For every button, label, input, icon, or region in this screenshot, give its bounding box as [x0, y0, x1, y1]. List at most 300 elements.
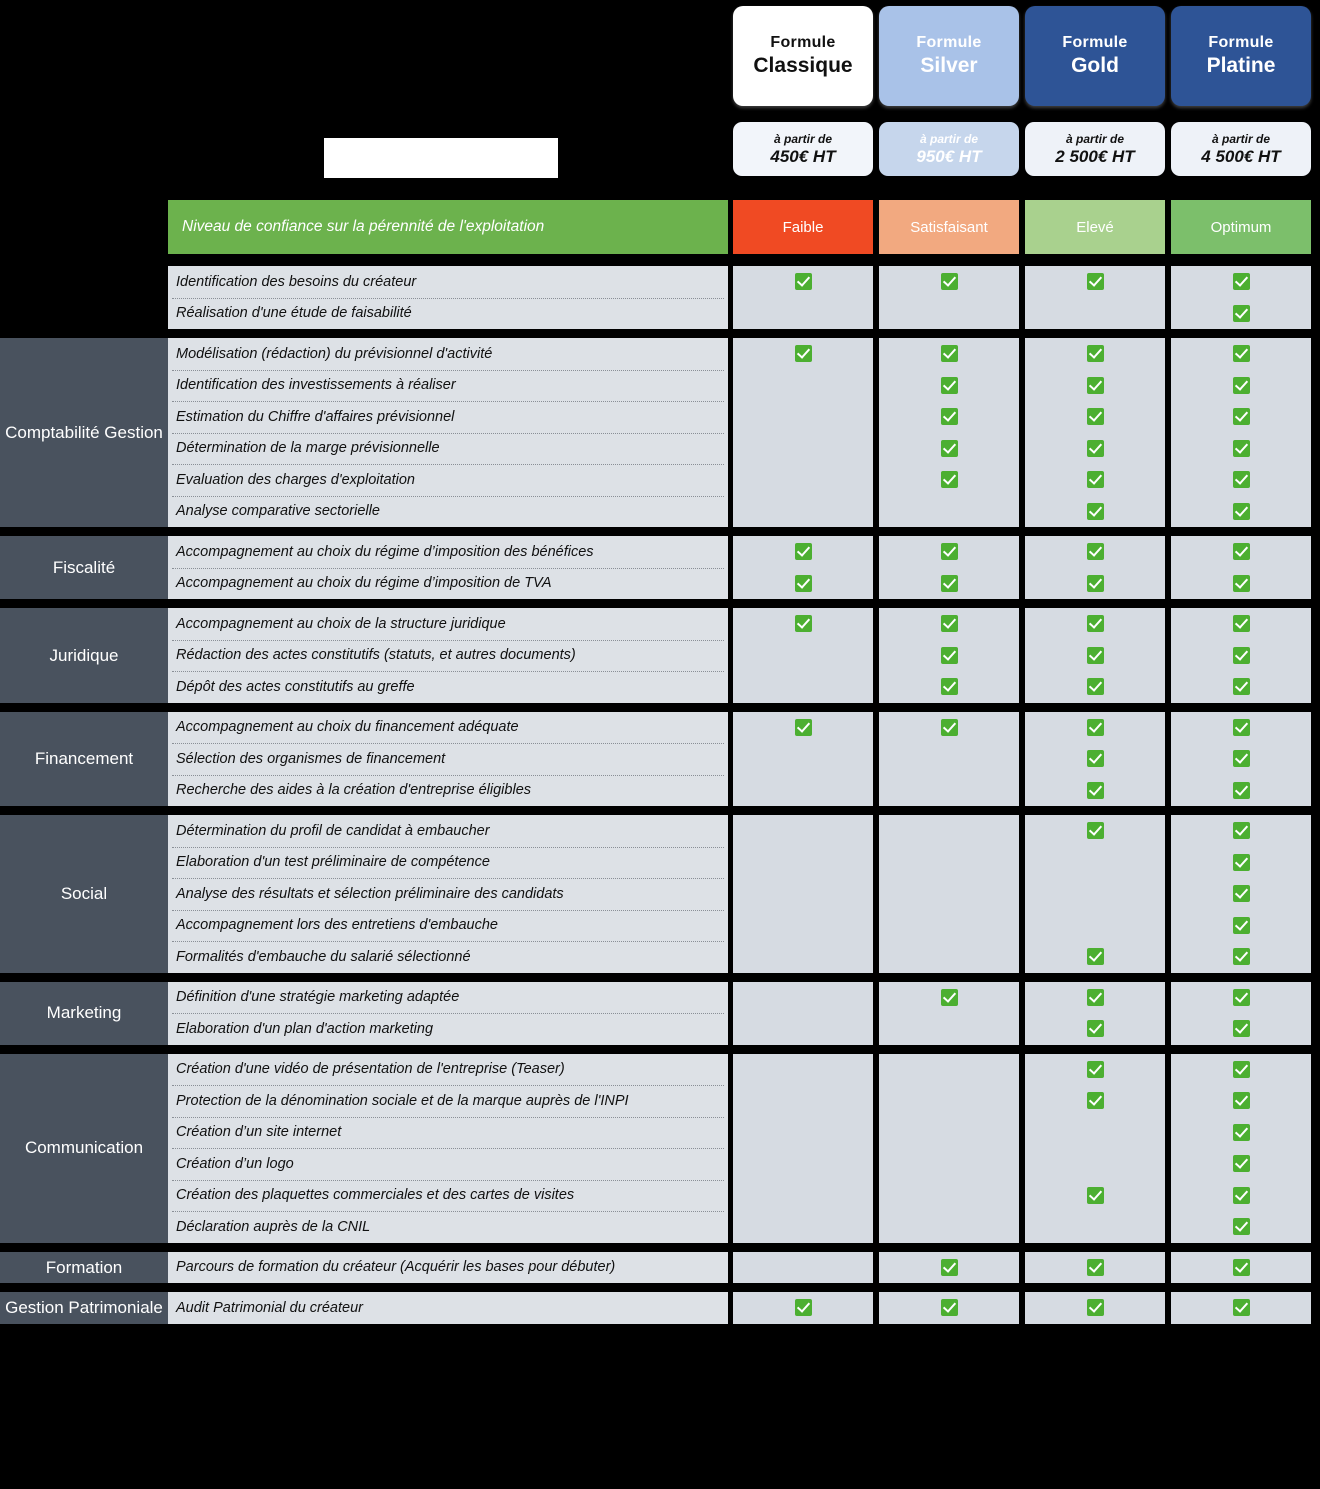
feature-row [168, 464, 728, 496]
check-cell [733, 568, 873, 600]
check-cell [879, 1085, 1019, 1117]
plan-title-line2: Gold [1071, 54, 1119, 77]
check-icon [941, 273, 958, 290]
check-icon [795, 273, 812, 290]
check-cell [1025, 775, 1165, 807]
check-cell [733, 847, 873, 879]
check-icon [1087, 440, 1104, 457]
check-cell [733, 298, 873, 330]
check-icon [1233, 1299, 1250, 1316]
check-cell [733, 743, 873, 775]
feature-row [168, 568, 728, 600]
check-icon [1087, 408, 1104, 425]
check-cell [879, 878, 1019, 910]
check-cell [1171, 941, 1311, 973]
check-cell [1171, 910, 1311, 942]
feature-label: Création d’un logo [176, 1155, 294, 1172]
row-divider [172, 671, 724, 672]
price-amount: 450€ HT [770, 146, 836, 166]
check-cell [1025, 338, 1165, 370]
check-icon [1233, 782, 1250, 799]
row-divider [172, 941, 724, 942]
check-cell [1171, 496, 1311, 528]
plan-title-line1: Formule [770, 34, 836, 51]
feature-label: Définition d'une stratégie marketing adaptée [176, 989, 460, 1006]
check-icon [1233, 917, 1250, 934]
check-icon [795, 543, 812, 560]
check-cell [733, 496, 873, 528]
feature-row [168, 1148, 728, 1180]
check-cell [1025, 266, 1165, 298]
check-cell [733, 1085, 873, 1117]
check-cell [879, 370, 1019, 402]
check-icon [1233, 1187, 1250, 1204]
feature-label: Modélisation (rédaction) du prévisionnel d'activité [176, 345, 493, 362]
plan-title-line1: Formule [1208, 34, 1274, 51]
feature-row [168, 608, 728, 640]
feature-label: Création d'une vidéo de présentation de l'entreprise (Teaser) [176, 1061, 565, 1078]
check-cell [733, 1252, 873, 1284]
check-cell [879, 1180, 1019, 1212]
check-icon [1233, 543, 1250, 560]
plan-title-line2: Platine [1206, 54, 1276, 77]
category-marketing: Marketing [0, 982, 168, 1045]
check-icon [941, 575, 958, 592]
feature-label: Déclaration auprès de la CNIL [176, 1218, 371, 1235]
check-icon [1233, 822, 1250, 839]
check-cell [879, 982, 1019, 1014]
check-cell [879, 1292, 1019, 1324]
check-cell [1171, 712, 1311, 744]
plan-header-3[interactable] [1025, 6, 1165, 106]
feature-label: Elaboration d'un plan d'action marketing [176, 1020, 434, 1037]
check-cell [879, 743, 1019, 775]
check-cell [1171, 266, 1311, 298]
check-cell [733, 338, 873, 370]
feature-label: Accompagnement au choix du financement adéquate [176, 719, 519, 736]
check-cell [879, 496, 1019, 528]
price-prefix: à partir de [1211, 131, 1271, 146]
check-icon [941, 647, 958, 664]
feature-row [168, 847, 728, 879]
check-icon [1087, 503, 1104, 520]
plan-price-2 [879, 122, 1019, 176]
confidence-level-2: Satisfaisant [879, 200, 1019, 254]
check-cell [1025, 370, 1165, 402]
check-icon [1087, 543, 1104, 560]
row-divider [172, 496, 724, 497]
check-icon [1087, 678, 1104, 695]
check-icon [1233, 647, 1250, 664]
feature-row [168, 536, 728, 568]
feature-row [168, 266, 728, 298]
feature-label: Accompagnement lors des entretiens d'embauche [176, 917, 498, 934]
category-communication: Communication [0, 1054, 168, 1243]
check-icon [1233, 1259, 1250, 1276]
plan-title-line2: Classique [753, 54, 853, 77]
check-icon [1233, 615, 1250, 632]
check-icon [941, 543, 958, 560]
feature-label: Détermination de la marge prévisionnelle [176, 440, 440, 457]
price-prefix: à partir de [919, 131, 979, 146]
feature-label: Recherche des aides à la création d'entreprise éligibles [176, 782, 532, 799]
row-divider [172, 1013, 724, 1014]
check-icon [795, 345, 812, 362]
check-icon [1233, 1061, 1250, 1078]
check-cell [733, 712, 873, 744]
check-icon [941, 678, 958, 695]
check-cell [1025, 1180, 1165, 1212]
feature-label: Rédaction des actes constitutifs (statuts, et autres documents) [176, 647, 576, 664]
row-divider [172, 743, 724, 744]
check-cell [1025, 536, 1165, 568]
feature-label: Analyse des résultats et sélection préliminaire des candidats [176, 885, 564, 902]
confidence-level-3: Elevé [1025, 200, 1165, 254]
check-cell [879, 1252, 1019, 1284]
check-cell [1171, 878, 1311, 910]
check-icon [1087, 1092, 1104, 1109]
row-divider [172, 370, 724, 371]
check-cell [879, 815, 1019, 847]
category-fiscalit-: Fiscalité [0, 536, 168, 599]
check-cell [733, 433, 873, 465]
check-cell [1025, 1252, 1165, 1284]
check-cell [879, 536, 1019, 568]
check-icon [1233, 345, 1250, 362]
check-icon [1087, 615, 1104, 632]
check-icon [1233, 854, 1250, 871]
check-icon [1087, 1187, 1104, 1204]
feature-row [168, 433, 728, 465]
price-prefix: à partir de [1065, 131, 1125, 146]
check-cell [1025, 433, 1165, 465]
feature-label: Sélection des organismes de financement [176, 750, 446, 767]
check-icon [941, 719, 958, 736]
feature-row [168, 1180, 728, 1212]
check-icon [1233, 750, 1250, 767]
check-icon [795, 719, 812, 736]
check-cell [733, 266, 873, 298]
plan-price-1 [733, 122, 873, 176]
check-icon [941, 1299, 958, 1316]
feature-row [168, 910, 728, 942]
feature-row [168, 815, 728, 847]
feature-label: Dépôt des actes constitutifs au greffe [176, 678, 415, 695]
feature-label: Formalités d'embauche du salarié sélectionné [176, 948, 471, 965]
check-cell [1025, 1085, 1165, 1117]
check-icon [1087, 471, 1104, 488]
check-cell [1171, 1148, 1311, 1180]
row-divider [172, 1117, 724, 1118]
check-icon [1233, 989, 1250, 1006]
category-comptabilit-gestion: Comptabilité Gestion [0, 338, 168, 527]
feature-label: Evaluation des charges d'exploitation [176, 471, 415, 488]
check-cell [1171, 1085, 1311, 1117]
feature-row [168, 1013, 728, 1045]
check-icon [795, 615, 812, 632]
check-cell [1025, 847, 1165, 879]
check-icon [795, 575, 812, 592]
feature-row [168, 370, 728, 402]
check-cell [1025, 1148, 1165, 1180]
feature-row [168, 982, 728, 1014]
feature-label: Réalisation d'une étude de faisabilité [176, 305, 412, 322]
check-cell [879, 847, 1019, 879]
check-icon [941, 1259, 958, 1276]
check-cell [1025, 815, 1165, 847]
check-cell [1171, 536, 1311, 568]
check-icon [1087, 782, 1104, 799]
check-cell [879, 712, 1019, 744]
check-icon [1233, 440, 1250, 457]
check-icon [1233, 678, 1250, 695]
feature-row [168, 743, 728, 775]
check-cell [1025, 298, 1165, 330]
row-divider [172, 298, 724, 299]
check-icon [1087, 1061, 1104, 1078]
feature-label: Création d’un site internet [176, 1124, 342, 1141]
feature-row [168, 1117, 728, 1149]
feature-row [168, 775, 728, 807]
check-cell [1025, 401, 1165, 433]
check-icon [1087, 822, 1104, 839]
check-cell [1171, 370, 1311, 402]
check-cell [1171, 847, 1311, 879]
check-cell [733, 464, 873, 496]
check-cell [1025, 1211, 1165, 1243]
row-divider [172, 640, 724, 641]
check-icon [1087, 575, 1104, 592]
feature-row [168, 878, 728, 910]
check-icon [1087, 1299, 1104, 1316]
check-icon [941, 440, 958, 457]
check-icon [1233, 948, 1250, 965]
check-cell [1025, 640, 1165, 672]
confidence-banner [168, 200, 728, 254]
check-cell [879, 910, 1019, 942]
check-icon [1233, 1124, 1250, 1141]
check-cell [733, 1117, 873, 1149]
check-cell [879, 671, 1019, 703]
check-icon [1233, 1092, 1250, 1109]
check-cell [879, 1148, 1019, 1180]
check-cell [1171, 1117, 1311, 1149]
feature-label: Identification des besoins du créateur [176, 273, 417, 290]
feature-row [168, 1211, 728, 1243]
check-icon [1233, 408, 1250, 425]
feature-row [168, 1054, 728, 1086]
check-cell [733, 941, 873, 973]
check-icon [1233, 1218, 1250, 1235]
check-cell [879, 1117, 1019, 1149]
row-divider [172, 847, 724, 848]
check-cell [879, 568, 1019, 600]
check-cell [879, 1054, 1019, 1086]
check-cell [1171, 1292, 1311, 1324]
row-divider [172, 1211, 724, 1212]
check-icon [1233, 1020, 1250, 1037]
check-cell [879, 464, 1019, 496]
feature-label: Parcours de formation du créateur (Acquérir les bases pour débuter) [176, 1259, 616, 1276]
check-icon [1233, 719, 1250, 736]
check-cell [733, 370, 873, 402]
row-divider [172, 910, 724, 911]
check-cell [1025, 496, 1165, 528]
check-cell [879, 266, 1019, 298]
check-cell [1025, 1117, 1165, 1149]
check-cell [1171, 1252, 1311, 1284]
row-divider [172, 775, 724, 776]
check-icon [1087, 948, 1104, 965]
check-icon [1087, 647, 1104, 664]
check-icon [1087, 273, 1104, 290]
check-icon [941, 471, 958, 488]
row-divider [172, 1148, 724, 1149]
feature-label: Accompagnement au choix du régime d’imposition de TVA [176, 575, 552, 592]
check-cell [1025, 1054, 1165, 1086]
plan-header-2[interactable] [879, 6, 1019, 106]
check-cell [733, 878, 873, 910]
price-amount: 4 500€ HT [1201, 146, 1281, 166]
check-cell [733, 1013, 873, 1045]
check-cell [733, 536, 873, 568]
check-cell [1171, 743, 1311, 775]
check-cell [1025, 941, 1165, 973]
price-amount: 950€ HT [916, 146, 982, 166]
check-cell [1171, 640, 1311, 672]
check-cell [1171, 775, 1311, 807]
check-cell [1171, 401, 1311, 433]
check-cell [879, 338, 1019, 370]
check-cell [1171, 338, 1311, 370]
check-cell [733, 815, 873, 847]
check-cell [879, 1013, 1019, 1045]
check-cell [733, 1211, 873, 1243]
check-cell [1025, 1292, 1165, 1324]
check-cell [1171, 568, 1311, 600]
feature-label: Elaboration d'un test préliminaire de compétence [176, 854, 490, 871]
check-icon [941, 989, 958, 1006]
check-cell [1025, 982, 1165, 1014]
check-icon [795, 1299, 812, 1316]
check-cell [879, 941, 1019, 973]
check-cell [879, 1211, 1019, 1243]
check-cell [733, 1054, 873, 1086]
check-cell [733, 982, 873, 1014]
check-cell [1171, 1054, 1311, 1086]
check-icon [941, 408, 958, 425]
check-icon [941, 345, 958, 362]
check-icon [1233, 471, 1250, 488]
plan-header-1[interactable] [733, 6, 873, 106]
feature-row [168, 1292, 728, 1324]
check-cell [1171, 671, 1311, 703]
check-cell [1025, 671, 1165, 703]
check-cell [1171, 608, 1311, 640]
row-divider [172, 568, 724, 569]
check-cell [1171, 1180, 1311, 1212]
feature-row [168, 671, 728, 703]
feature-row [168, 401, 728, 433]
check-cell [1171, 982, 1311, 1014]
check-icon [1087, 1020, 1104, 1037]
check-cell [1025, 910, 1165, 942]
feature-row [168, 298, 728, 330]
feature-label: Détermination du profil de candidat à embaucher [176, 822, 490, 839]
check-icon [1233, 503, 1250, 520]
check-icon [1233, 377, 1250, 394]
feature-label: Identification des investissements à réaliser [176, 377, 456, 394]
feature-label: Analyse comparative sectorielle [176, 503, 380, 520]
check-cell [733, 671, 873, 703]
plan-title-line1: Formule [916, 34, 982, 51]
check-cell [733, 401, 873, 433]
check-cell [1025, 568, 1165, 600]
price-amount: 2 500€ HT [1055, 146, 1135, 166]
price-prefix: à partir de [773, 131, 833, 146]
feature-label: Estimation du Chiffre d'affaires prévisionnel [176, 408, 455, 425]
feature-label: Protection de la dénomination sociale et de la marque auprès de l'INPI [176, 1092, 629, 1109]
row-divider [172, 878, 724, 879]
feature-label: Accompagnement au choix de la structure juridique [176, 615, 506, 632]
check-cell [1025, 878, 1165, 910]
feature-row [168, 712, 728, 744]
check-cell [733, 608, 873, 640]
plan-price-3 [1025, 122, 1165, 176]
feature-label: Création des plaquettes commerciales et des cartes de visites [176, 1187, 575, 1204]
check-icon [1087, 989, 1104, 1006]
check-icon [941, 377, 958, 394]
feature-row [168, 496, 728, 528]
check-cell [1171, 464, 1311, 496]
feature-row [168, 941, 728, 973]
check-cell [733, 640, 873, 672]
feature-row [168, 640, 728, 672]
category-formation: Formation [0, 1252, 168, 1284]
feature-row [168, 1252, 728, 1284]
check-cell [1025, 743, 1165, 775]
category-gestion-patrimoniale: Gestion Patrimoniale [0, 1292, 168, 1324]
check-cell [1025, 1013, 1165, 1045]
plan-price-4 [1171, 122, 1311, 176]
row-divider [172, 1180, 724, 1181]
check-cell [1171, 433, 1311, 465]
feature-row [168, 1085, 728, 1117]
check-cell [1171, 1013, 1311, 1045]
check-cell [1025, 608, 1165, 640]
row-divider [172, 1085, 724, 1086]
check-cell [879, 640, 1019, 672]
confidence-banner-label: Niveau de confiance sur la pérennité de l'exploitation [182, 218, 545, 235]
plan-title-line1: Formule [1062, 34, 1128, 51]
check-icon [941, 615, 958, 632]
check-cell [879, 775, 1019, 807]
plan-header-4[interactable] [1171, 6, 1311, 106]
check-cell [879, 401, 1019, 433]
confidence-level-1: Faible [733, 200, 873, 254]
check-icon [1087, 719, 1104, 736]
check-cell [879, 608, 1019, 640]
row-divider [172, 464, 724, 465]
check-icon [1087, 377, 1104, 394]
confidence-level-4: Optimum [1171, 200, 1311, 254]
logo-placeholder [324, 138, 558, 178]
check-icon [1233, 305, 1250, 322]
check-icon [1233, 1155, 1250, 1172]
category-social: Social [0, 815, 168, 973]
check-icon [1087, 345, 1104, 362]
plan-title-line2: Silver [920, 54, 978, 77]
